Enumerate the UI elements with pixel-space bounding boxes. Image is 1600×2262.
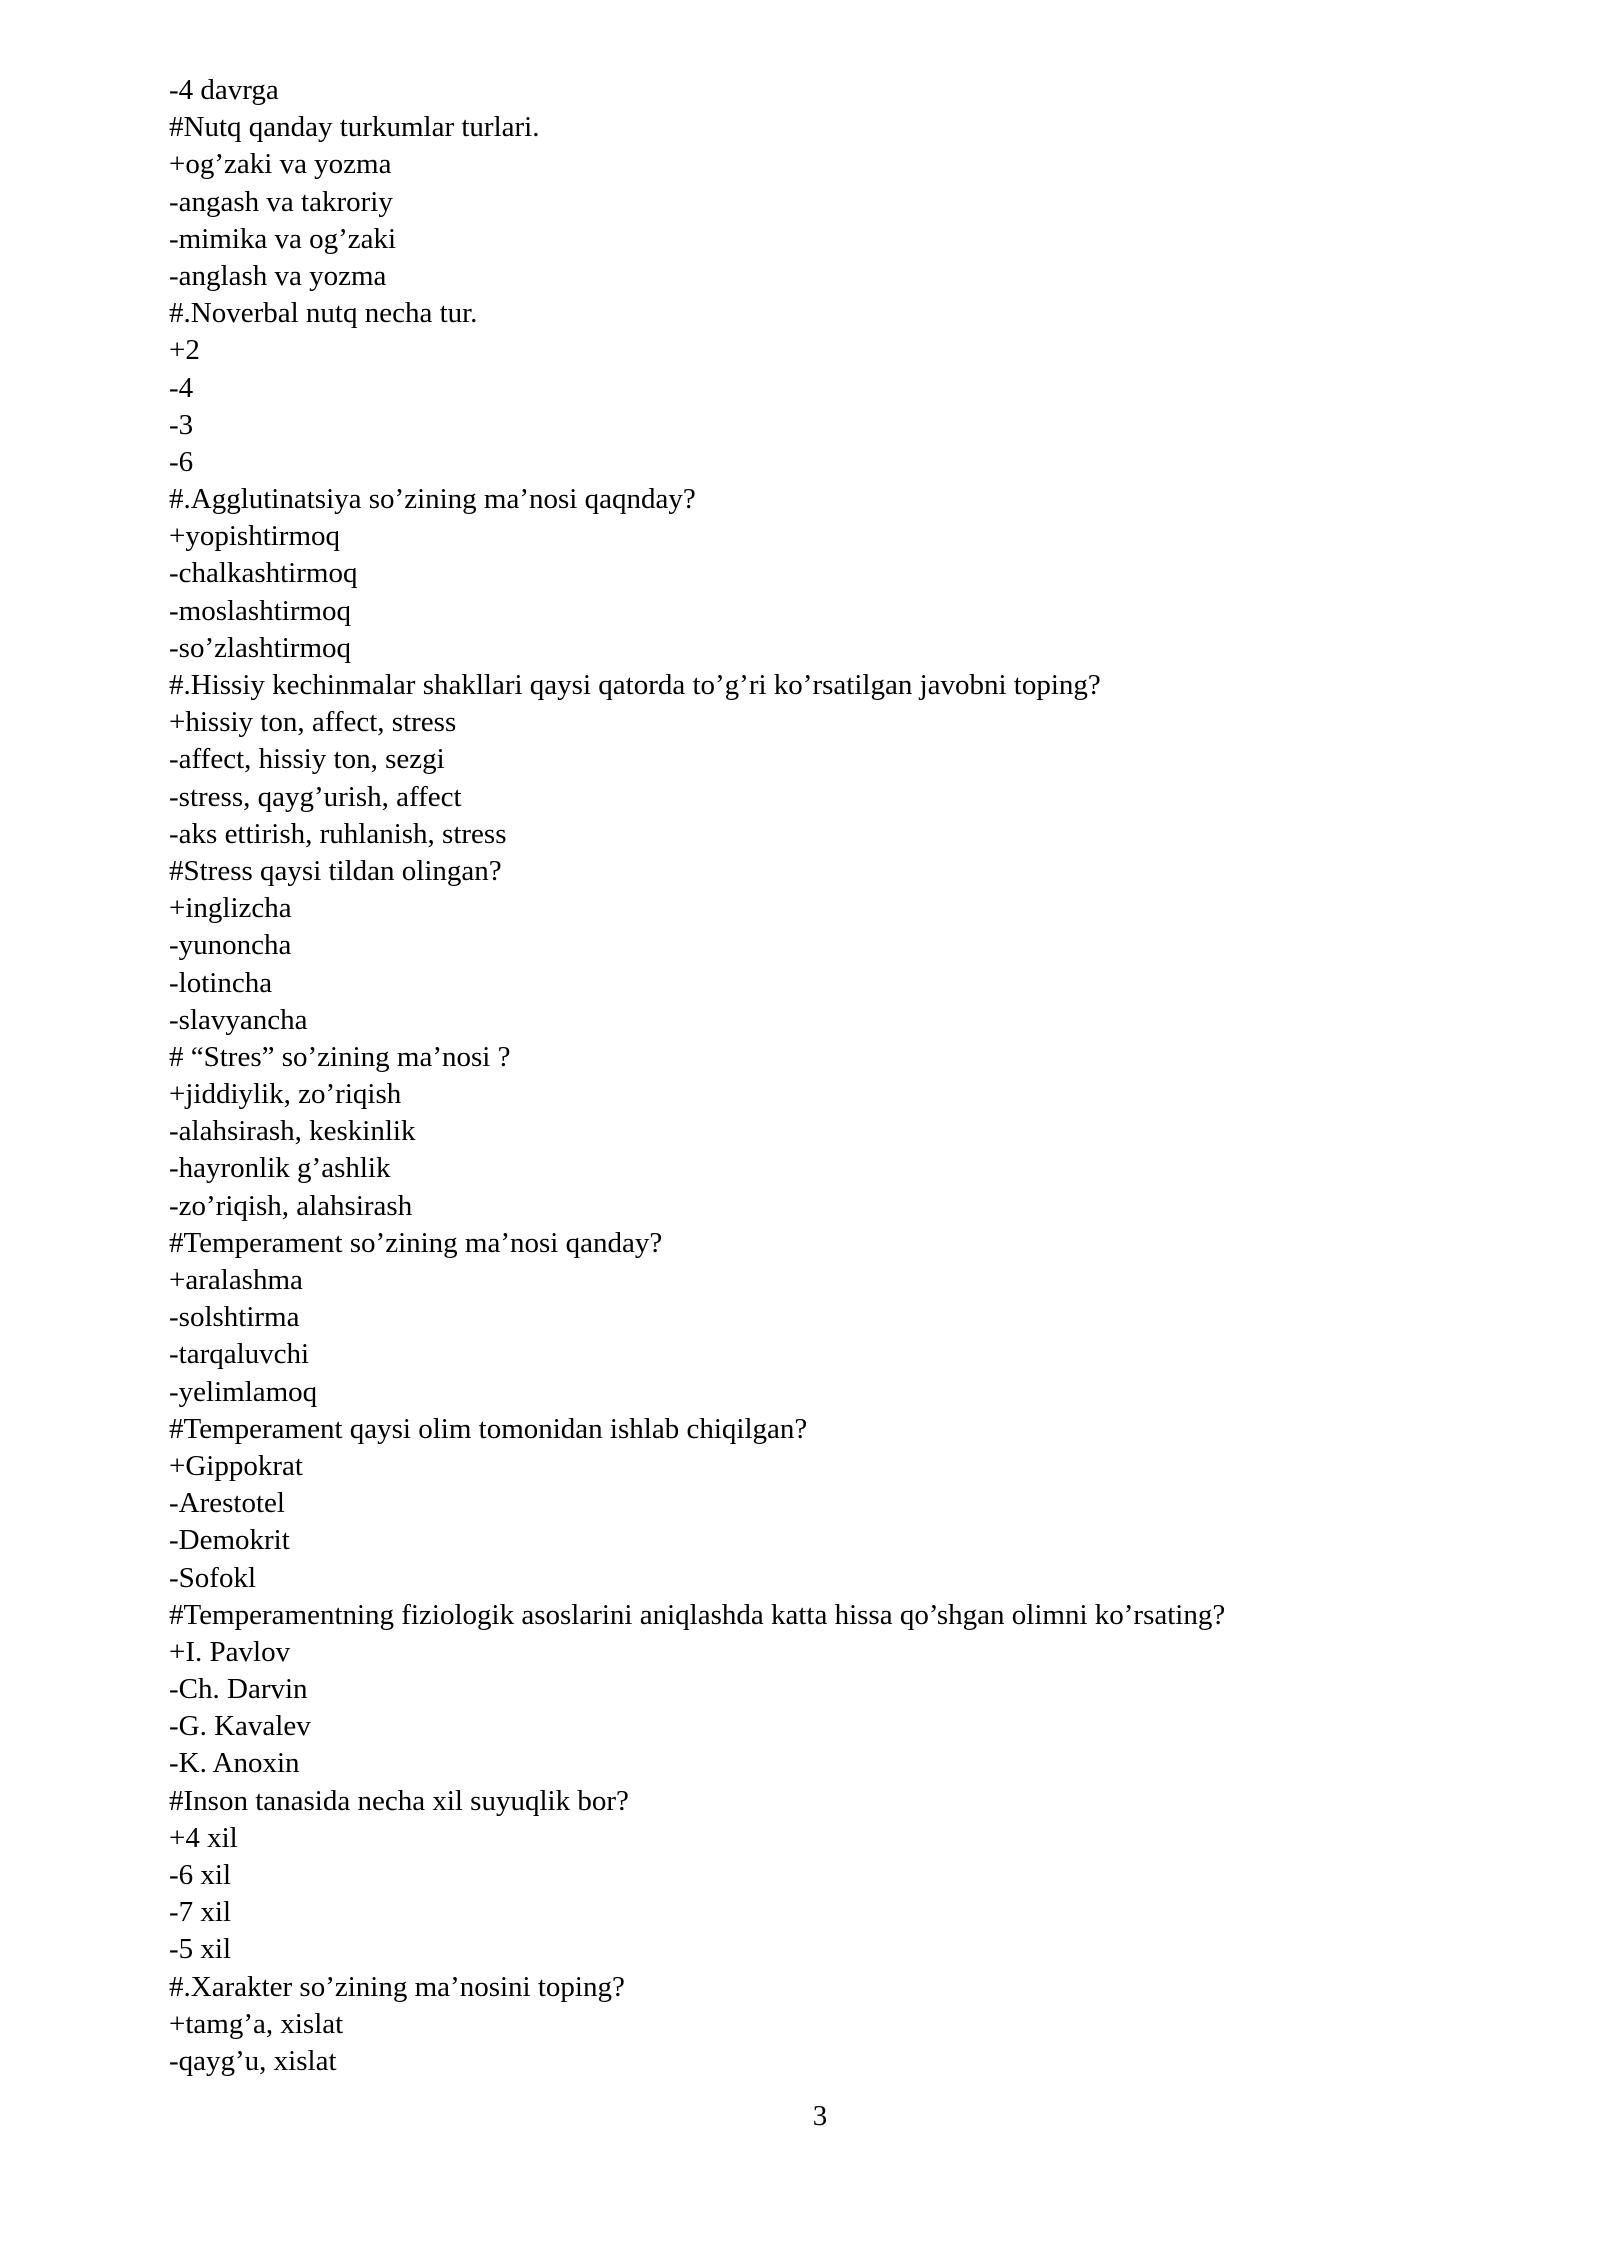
correct-answer-option: +jiddiylik, zo’riqish xyxy=(169,1078,402,1111)
question-line: #.Noverbal nutq necha tur. xyxy=(169,297,478,330)
question-line: #.Hissiy kechinmalar shakllari qaysi qatorda to’g’ri ko’rsatilgan javobni toping? xyxy=(169,669,1101,701)
answer-option: -K. Anoxin xyxy=(169,1747,300,1780)
answer-option: -G. Kavalev xyxy=(169,1710,311,1743)
question-list xyxy=(169,72,1469,2080)
question-line: # “Stres” so’zining ma’nosi ? xyxy=(169,1040,511,1073)
correct-answer-option: +aralashma xyxy=(169,1264,303,1296)
answer-option: -mimika va og’zaki xyxy=(169,222,397,255)
question-line: #Temperament so’zining ma’nosi qanday? xyxy=(169,1226,663,1259)
answer-option: -5 xil xyxy=(169,1933,232,1966)
question-line: #Temperament qaysi olim tomonidan ishlab chiqilgan? xyxy=(169,1412,808,1445)
question-line: #Nutq qanday turkumlar turlari. xyxy=(169,111,540,144)
answer-option: -anglash va yozma xyxy=(169,259,387,292)
answer-option: -Ch. Darvin xyxy=(169,1673,308,1706)
answer-option: -yunoncha xyxy=(169,929,292,962)
answer-option: -affect, hissiy ton, sezgi xyxy=(169,743,445,776)
answer-option: -hayronlik g’ashlik xyxy=(169,1152,391,1185)
answer-option: -alahsirash, keskinlik xyxy=(169,1115,416,1148)
answer-option: -yelimlamoq xyxy=(169,1375,318,1408)
answer-option: -tarqaluvchi xyxy=(169,1338,310,1371)
answer-option: -aks ettirish, ruhlanish, stress xyxy=(169,817,507,850)
answer-option: -chalkashtirmoq xyxy=(169,557,358,590)
correct-answer-option: +og’zaki va yozma xyxy=(169,148,392,181)
answer-option: -zo’riqish, alahsirash xyxy=(169,1189,413,1222)
answer-option: -6 xyxy=(169,445,194,478)
answer-option: -lotincha xyxy=(169,966,273,999)
answer-option: -4 xyxy=(169,371,194,404)
answer-option: -6 xil xyxy=(169,1859,232,1891)
answer-option: -stress, qayg’urish, affect xyxy=(169,780,462,813)
correct-answer-option: +yopishtirmoq xyxy=(169,520,341,553)
answer-option: -slavyancha xyxy=(169,1003,308,1036)
correct-answer-option: +tamg’a, xislat xyxy=(169,2007,344,2040)
page-number: 3 xyxy=(812,2100,828,2132)
answer-option: -4 davrga xyxy=(169,74,279,106)
correct-answer-option: +I. Pavlov xyxy=(169,1635,291,1668)
correct-answer-option: +4 xil xyxy=(169,1821,238,1854)
answer-option: -solshtirma xyxy=(169,1301,300,1334)
correct-answer-option: +2 xyxy=(169,334,200,367)
answer-option: -7 xil xyxy=(169,1896,232,1929)
answer-option: -Arestotel xyxy=(169,1487,285,1520)
question-line: #Stress qaysi tildan olingan? xyxy=(169,854,502,887)
question-line: #Inson tanasida necha xil suyuqlik bor? xyxy=(169,1784,629,1817)
answer-option: -moslashtirmoq xyxy=(169,594,352,627)
answer-option: -3 xyxy=(169,408,194,441)
answer-option: -angash va takroriy xyxy=(169,185,393,218)
correct-answer-option: +inglizcha xyxy=(169,892,292,925)
answer-option: -qayg’u, xislat xyxy=(169,2044,337,2077)
answer-option: -so’zlashtirmoq xyxy=(169,631,352,664)
answer-option: -Sofokl xyxy=(169,1561,256,1594)
question-line: #.Xarakter so’zining ma’nosini toping? xyxy=(169,1970,625,2003)
question-line: #Temperamentning fiziologik asoslarini aniqlashda katta hissa qo’shgan olimni ko’rsating? xyxy=(169,1598,1226,1631)
correct-answer-option: +hissiy ton, affect, stress xyxy=(169,706,457,739)
question-line: #.Agglutinatsiya so’zining ma’nosi qaqnday? xyxy=(169,483,696,516)
answer-option: -Demokrit xyxy=(169,1524,290,1557)
correct-answer-option: +Gippokrat xyxy=(169,1449,303,1482)
